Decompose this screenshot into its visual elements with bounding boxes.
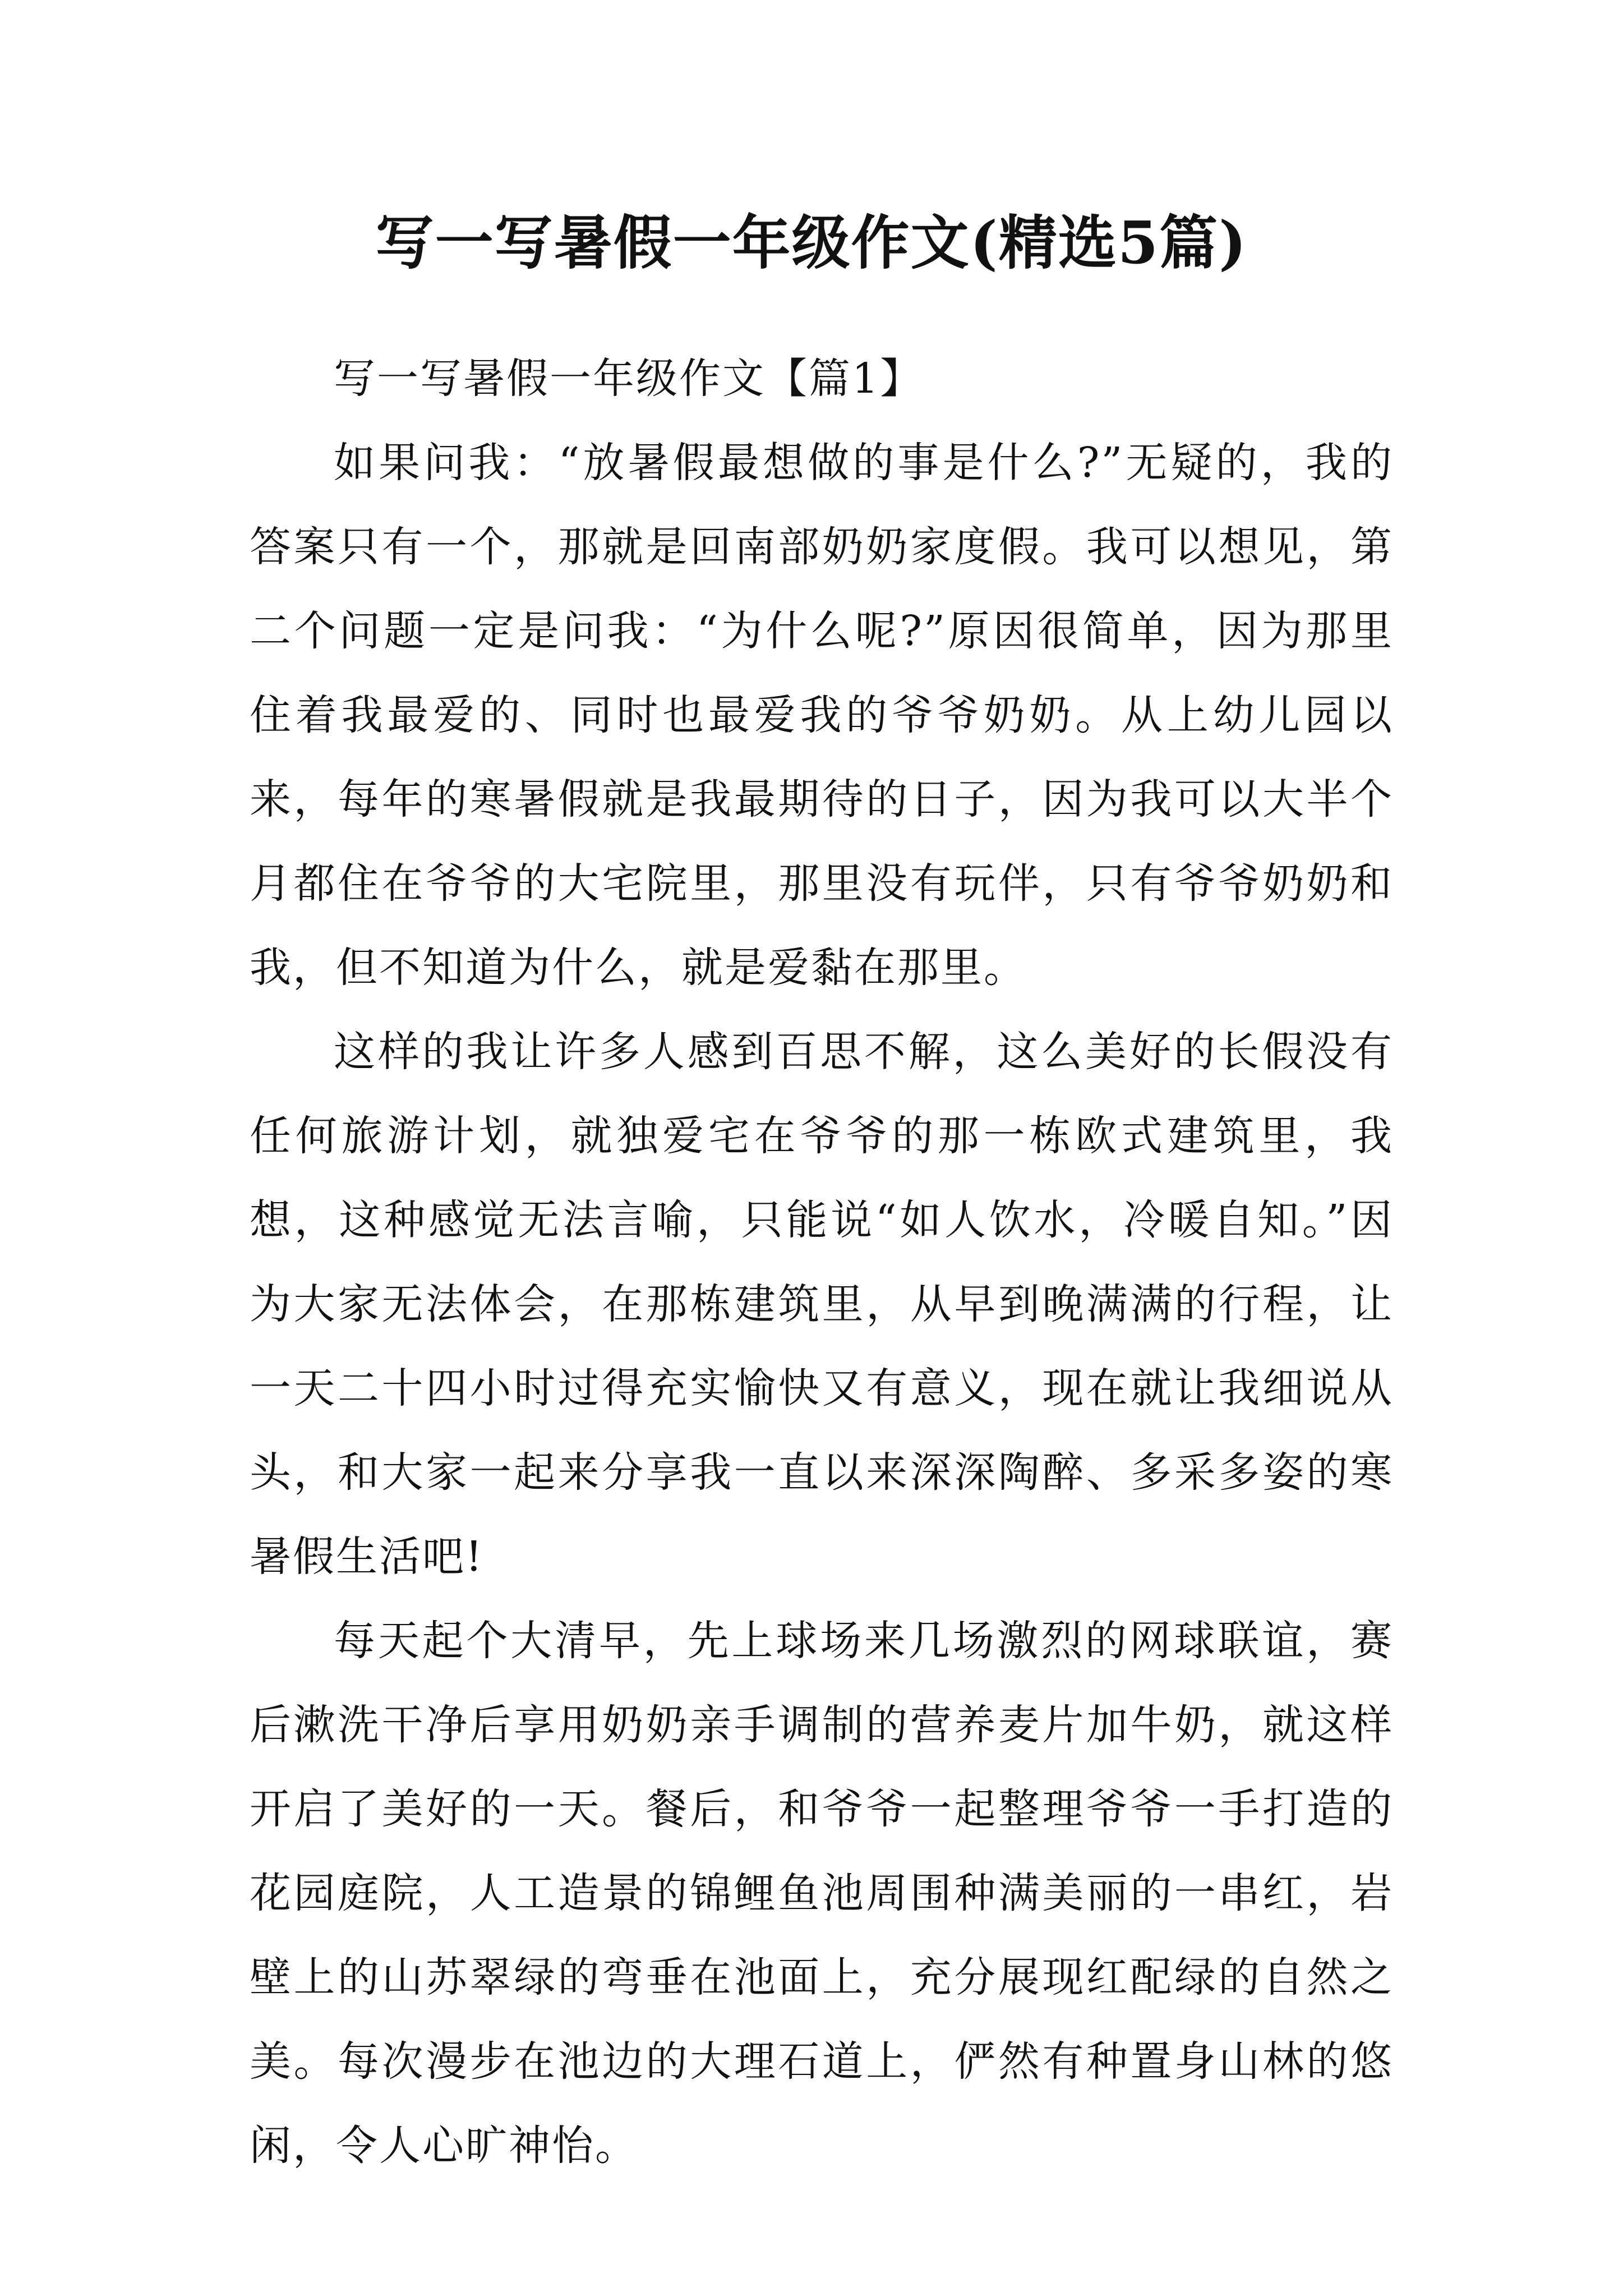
document-body bbox=[250, 337, 1394, 2188]
paragraph: 如果问我：“放暑假最想做的事是什么?”无疑的，我的答案只有一个，那就是回南部奶奶家度假。我可以想见，第二个问题一定是问我：“为什么呢?”原因很简单，因为那里住着我最爱的、同时也最爱我的爷爷奶奶。从上幼儿园以来，每年的寒暑假就是我最期待的日子，因为我可以大半个月都住在爷爷的大宅院里，那里没有玩伴，只有爷爷奶奶和我，但不知道为什么，就是爱黏在那里。 bbox=[250, 439, 1394, 992]
paragraph: 每天起个大清早，先上球场来几场激烈的网球联谊，赛后漱洗干净后享用奶奶亲手调制的营养麦片加牛奶，就这样开启了美好的一天。餐后，和爷爷一起整理爷爷一手打造的花园庭院，人工造景的锦鲤鱼池周围种满美丽的一串红，岩壁上的山苏翠绿的弯垂在池面上，充分展现红配绿的自然之美。每次漫步在池边的大理石道上，俨然有种置身山林的悠闲，令人心旷神怡。 bbox=[250, 1617, 1394, 2170]
paragraph: 这样的我让许多人感到百思不解，这么美好的长假没有任何旅游计划，就独爱宅在爷爷的那一栋欧式建筑里，我想，这种感觉无法言喻，只能说“如人饮水，冷暖自知。”因为大家无法体会，在那栋建筑里，从早到晚满满的行程，让一天二十四小时过得充实愉快又有意义，现在就让我细说从头，和大家一起来分享我一直以来深深陶醉、多采多姿的寒暑假生活吧! bbox=[250, 1028, 1394, 1581]
section-heading: 写一写暑假一年级作文【篇1】 bbox=[334, 355, 924, 403]
document-title: 写一写暑假一年级作文(精选5篇) bbox=[375, 208, 1248, 277]
